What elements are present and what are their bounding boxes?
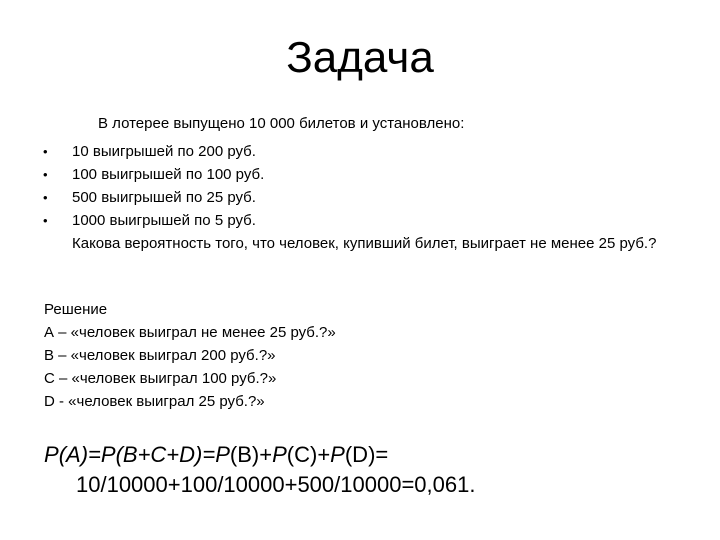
event-definition: D - «человек выиграл 25 руб.?» xyxy=(44,393,265,410)
slide-title-text: Задача xyxy=(286,33,434,82)
event-definition: В – «человек выиграл 200 руб.?» xyxy=(44,347,276,364)
problem-intro: В лотерее выпущено 10 000 билетов и установлено: xyxy=(98,115,465,132)
event-definition: А – «человек выиграл не менее 25 руб.?» xyxy=(44,324,336,341)
solution-heading: Решение xyxy=(44,301,108,318)
list-item-text: 500 выигрышей по 25 руб. xyxy=(72,189,256,206)
bullet-icon: • xyxy=(43,144,48,159)
solution-block xyxy=(44,298,336,413)
list-item xyxy=(40,209,690,232)
bullet-icon: • xyxy=(43,167,48,182)
formula-part: (B+C+D)= xyxy=(115,442,216,467)
bullet-icon: • xyxy=(43,190,48,205)
formula-part: (D)= xyxy=(344,442,389,467)
formula-line-2: 10/10000+100/10000+500/10000=0,061. xyxy=(76,472,476,497)
bullet-icon: • xyxy=(43,213,48,228)
list-item xyxy=(40,140,690,163)
probability-formula xyxy=(44,440,475,500)
formula-symbol: P xyxy=(44,442,59,467)
formula-line-1 xyxy=(44,440,475,470)
list-item xyxy=(40,186,690,209)
formula-part: (C)+ xyxy=(286,442,331,467)
prize-list xyxy=(40,140,690,232)
formula-symbol: P xyxy=(100,442,116,467)
event-definition: С – «человек выиграл 100 руб.?» xyxy=(44,370,277,387)
list-item-text: 10 выигрышей по 200 руб. xyxy=(72,143,256,160)
list-item-text: 100 выигрышей по 100 руб. xyxy=(72,166,265,183)
formula-symbol: P xyxy=(215,442,230,467)
question-text: Какова вероятность того, что человек, купивший билет, выиграет не менее 25 руб.? xyxy=(72,235,657,252)
formula-part: (A)= xyxy=(58,442,101,467)
formula-symbol: P xyxy=(330,442,345,467)
slide-title xyxy=(0,30,720,86)
list-item-text: 1000 выигрышей по 5 руб. xyxy=(72,212,256,229)
formula-symbol: P xyxy=(272,442,287,467)
list-item xyxy=(40,163,690,186)
formula-part: (B)+ xyxy=(229,442,273,467)
